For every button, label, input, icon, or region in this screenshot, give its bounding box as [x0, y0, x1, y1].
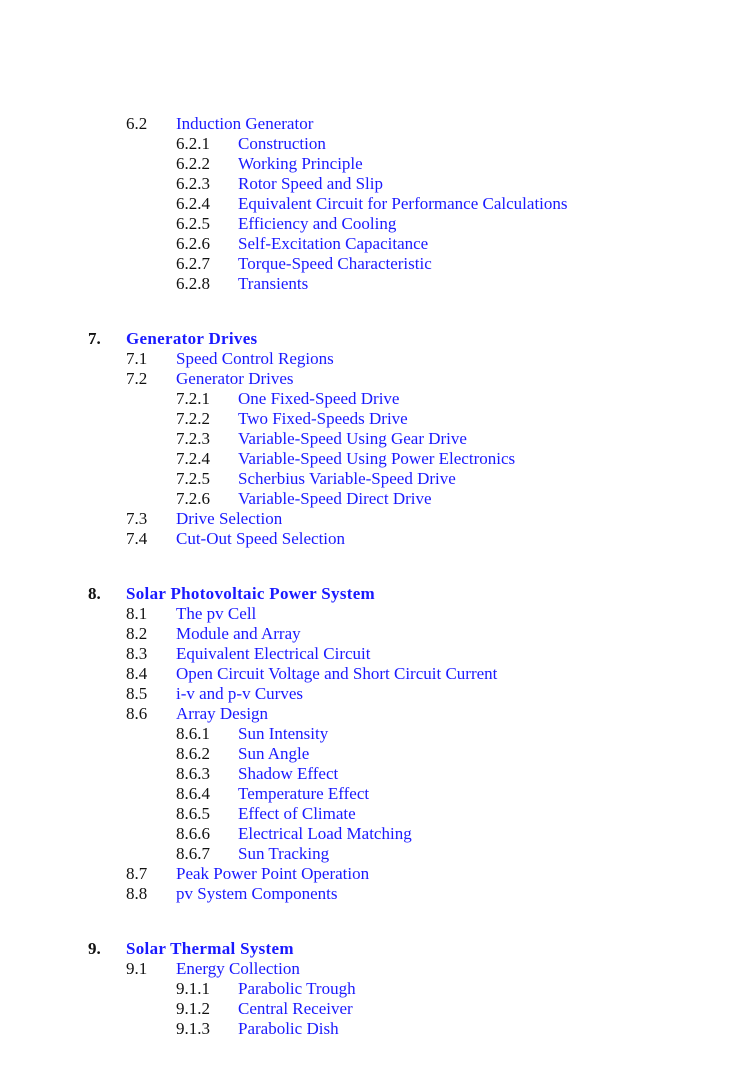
toc-subsection-entry[interactable]	[0, 274, 737, 294]
toc-entry-link[interactable]: Sun Angle	[238, 744, 310, 763]
toc-subsection-entry[interactable]	[0, 134, 737, 154]
toc-entry-number: 7.2	[126, 369, 148, 388]
toc-entry-number: 8.6	[126, 704, 148, 723]
toc-entry-number: 8.3	[126, 644, 148, 663]
toc-entry-number: 8.6.5	[176, 804, 210, 823]
toc-entry-number: 6.2.6	[176, 234, 210, 253]
toc-subsection-entry[interactable]	[0, 214, 737, 234]
toc-entry-number: 8.	[88, 584, 101, 603]
toc-entry-number: 6.2.1	[176, 134, 210, 153]
toc-entry-number: 8.4	[126, 664, 148, 683]
toc-section-entry[interactable]	[0, 704, 737, 724]
toc-entry-number: 6.2.4	[176, 194, 210, 213]
toc-subsection-entry[interactable]	[0, 254, 737, 274]
toc-entry-link[interactable]: Array Design	[176, 704, 269, 723]
toc-section-entry[interactable]	[0, 884, 737, 904]
toc-entry-link[interactable]: One Fixed-Speed Drive	[238, 389, 400, 408]
toc-entry-number: 6.2.2	[176, 154, 210, 173]
toc-entry-number: 7.3	[126, 509, 148, 528]
toc-entry-link[interactable]: Cut-Out Speed Selection	[176, 529, 346, 548]
toc-entry-link[interactable]: Parabolic Trough	[238, 979, 356, 998]
toc-entry-number: 7.2.6	[176, 489, 210, 508]
toc-chapter-entry[interactable]	[0, 584, 737, 604]
toc-entry-link[interactable]: Working Principle	[238, 154, 363, 173]
toc-entry-link[interactable]: Parabolic Dish	[238, 1019, 339, 1038]
toc-entry-number: 7.2.5	[176, 469, 210, 488]
toc-subsection-entry[interactable]	[0, 724, 737, 744]
toc-entry-link[interactable]: Variable-Speed Using Power Electronics	[238, 449, 516, 468]
toc-subsection-entry[interactable]	[0, 764, 737, 784]
toc-entry-link[interactable]: Effect of Climate	[238, 804, 356, 823]
toc-entry-number: 7.2.1	[176, 389, 210, 408]
toc-section-entry[interactable]	[0, 604, 737, 624]
toc-subsection-entry[interactable]	[0, 449, 737, 469]
toc-section-entry[interactable]	[0, 664, 737, 684]
toc-subsection-entry[interactable]	[0, 154, 737, 174]
toc-subsection-entry[interactable]	[0, 409, 737, 429]
toc-entry-number: 8.2	[126, 624, 148, 643]
toc-entry-number: 8.5	[126, 684, 148, 703]
toc-entry-number: 8.6.3	[176, 764, 210, 783]
toc-entry-link[interactable]: Construction	[238, 134, 326, 153]
toc-chapter-entry[interactable]	[0, 329, 737, 349]
toc-entry-link[interactable]: Self-Excitation Capacitance	[238, 234, 429, 253]
toc-subsection-entry[interactable]	[0, 999, 737, 1019]
toc-entry-link[interactable]: Central Receiver	[238, 999, 353, 1018]
toc-entry-link[interactable]: Speed Control Regions	[176, 349, 334, 368]
toc-entry-link[interactable]: The pv Cell	[176, 604, 257, 623]
toc-entry-number: 7.2.4	[176, 449, 210, 468]
toc-entry-number: 9.1.2	[176, 999, 210, 1018]
toc-section-entry[interactable]	[0, 959, 737, 979]
toc-entry-number: 7.4	[126, 529, 148, 548]
toc-subsection-entry[interactable]	[0, 744, 737, 764]
toc-entry-number: 8.6.7	[176, 844, 210, 863]
toc-subsection-entry[interactable]	[0, 1019, 737, 1039]
toc-entry-link[interactable]: Efficiency and Cooling	[238, 214, 397, 233]
toc-section-entry[interactable]	[0, 684, 737, 704]
toc-entry-link[interactable]: Shadow Effect	[238, 764, 339, 783]
toc-entry-link[interactable]: Energy Collection	[176, 959, 300, 978]
toc-section-entry[interactable]	[0, 114, 737, 134]
toc-subsection-entry[interactable]	[0, 174, 737, 194]
toc-subsection-entry[interactable]	[0, 824, 737, 844]
toc-entry-link[interactable]: Open Circuit Voltage and Short Circuit Current	[176, 664, 498, 683]
toc-entry-link[interactable]: Electrical Load Matching	[238, 824, 412, 843]
toc-entry-link[interactable]: Equivalent Electrical Circuit	[176, 644, 371, 663]
toc-entry-link[interactable]: Transients	[238, 274, 309, 293]
toc-entry-link[interactable]: Two Fixed-Speeds Drive	[238, 409, 408, 428]
toc-subsection-entry[interactable]	[0, 389, 737, 409]
toc-entry-number: 8.6.1	[176, 724, 210, 743]
toc-entry-number: 6.2.3	[176, 174, 210, 193]
toc-section-entry[interactable]	[0, 349, 737, 369]
toc-subsection-entry[interactable]	[0, 489, 737, 509]
toc-section-entry[interactable]	[0, 369, 737, 389]
toc-entry-number: 8.1	[126, 604, 148, 623]
toc-section-entry[interactable]	[0, 529, 737, 549]
toc-section-entry[interactable]	[0, 644, 737, 664]
toc-entry-link[interactable]: Equivalent Circuit for Performance Calculations	[238, 194, 568, 213]
toc-section-entry[interactable]	[0, 624, 737, 644]
toc-entry-link[interactable]: Generator Drives	[126, 329, 258, 348]
toc-entry-link[interactable]: Sun Tracking	[238, 844, 330, 863]
toc-entry-link[interactable]: i-v and p-v Curves	[176, 684, 304, 703]
toc-entry-number: 7.2.2	[176, 409, 210, 428]
toc-entry-link[interactable]: Scherbius Variable-Speed Drive	[238, 469, 456, 488]
toc-entry-number: 8.7	[126, 864, 148, 883]
toc-entry-number: 6.2.5	[176, 214, 210, 233]
toc-entry-link[interactable]: pv System Components	[176, 884, 338, 903]
toc-subsection-entry[interactable]	[0, 469, 737, 489]
toc-entry-number: 7.1	[126, 349, 148, 368]
toc-entry-link[interactable]: Variable-Speed Using Gear Drive	[238, 429, 467, 448]
toc-section-entry[interactable]	[0, 864, 737, 884]
toc-section-entry[interactable]	[0, 509, 737, 529]
toc-subsection-entry[interactable]	[0, 844, 737, 864]
table-of-contents	[0, 114, 737, 1039]
toc-entry-link[interactable]: Solar Thermal System	[126, 939, 294, 958]
toc-subsection-entry[interactable]	[0, 234, 737, 254]
toc-entry-link[interactable]: Solar Photovoltaic Power System	[126, 584, 376, 603]
toc-entry-number: 7.	[88, 329, 101, 348]
toc-entry-link[interactable]: Generator Drives	[176, 369, 294, 388]
toc-subsection-entry[interactable]	[0, 979, 737, 999]
toc-entry-link[interactable]: Peak Power Point Operation	[176, 864, 370, 883]
toc-subsection-entry[interactable]	[0, 804, 737, 824]
toc-entry-link[interactable]: Torque-Speed Characteristic	[238, 254, 432, 273]
toc-entry-link[interactable]: Temperature Effect	[238, 784, 370, 803]
toc-entry-link[interactable]: Module and Array	[176, 624, 301, 643]
toc-entry-number: 8.6.4	[176, 784, 210, 803]
toc-entry-link[interactable]: Rotor Speed and Slip	[238, 174, 383, 193]
toc-entry-link[interactable]: Drive Selection	[176, 509, 283, 528]
toc-subsection-entry[interactable]	[0, 429, 737, 449]
toc-entry-number: 8.8	[126, 884, 148, 903]
toc-entry-number: 6.2.8	[176, 274, 210, 293]
toc-entry-number: 9.	[88, 939, 101, 958]
toc-entry-number: 9.1.3	[176, 1019, 210, 1038]
toc-entry-number: 6.2.7	[176, 254, 210, 273]
toc-entry-link[interactable]: Variable-Speed Direct Drive	[238, 489, 432, 508]
toc-entry-number: 8.6.2	[176, 744, 210, 763]
toc-chapter-entry[interactable]	[0, 939, 737, 959]
toc-entry-link[interactable]: Sun Intensity	[238, 724, 329, 743]
toc-entry-number: 6.2	[126, 114, 148, 133]
toc-entry-number: 8.6.6	[176, 824, 210, 843]
toc-subsection-entry[interactable]	[0, 194, 737, 214]
toc-entry-number: 7.2.3	[176, 429, 210, 448]
toc-entry-link[interactable]: Induction Generator	[176, 114, 314, 133]
toc-subsection-entry[interactable]	[0, 784, 737, 804]
toc-entry-number: 9.1.1	[176, 979, 210, 998]
toc-entry-number: 9.1	[126, 959, 148, 978]
